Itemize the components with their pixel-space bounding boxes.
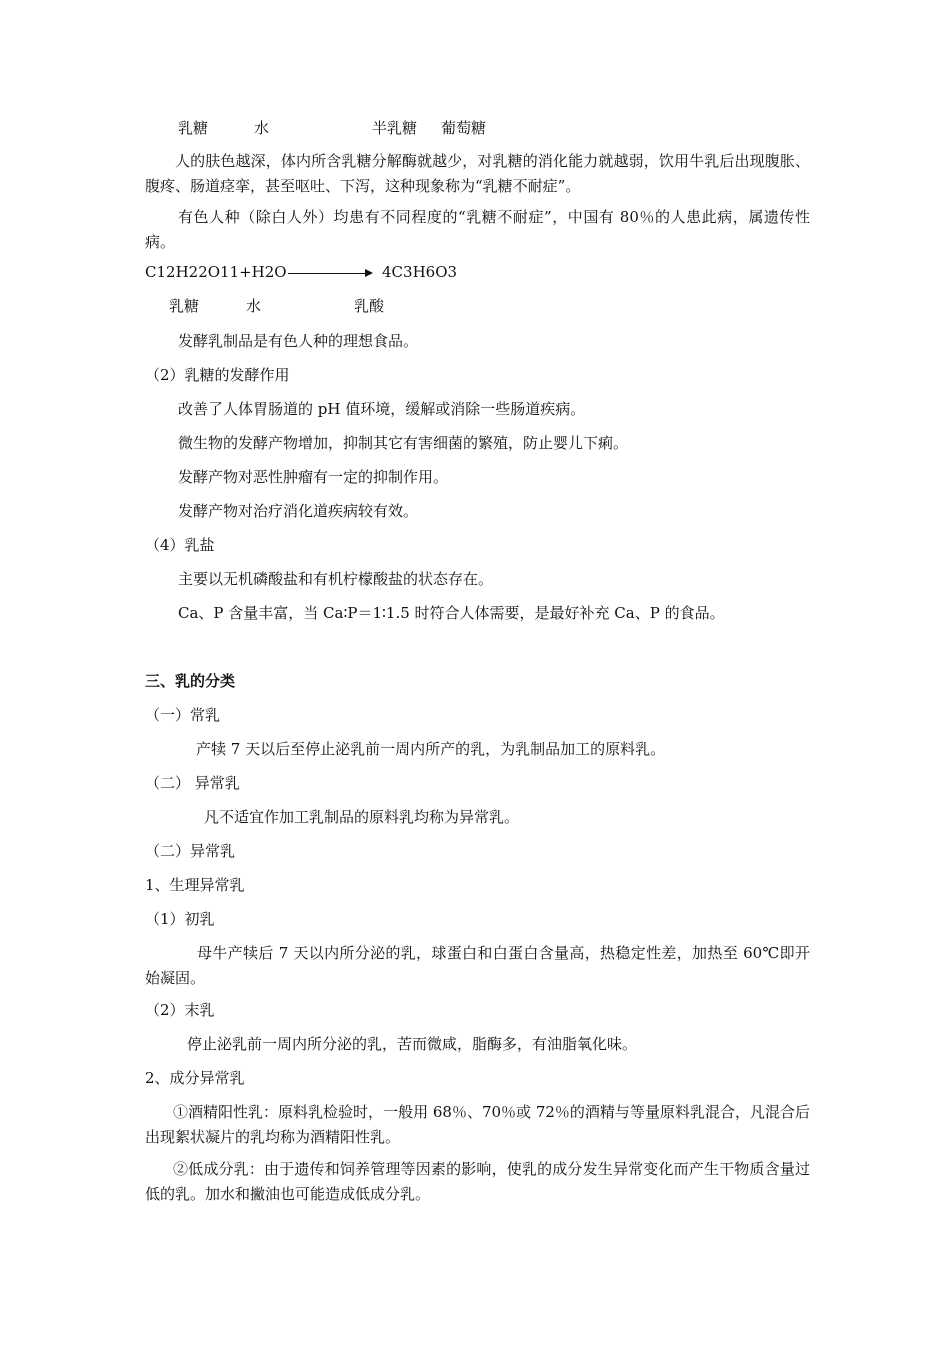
alcohol-positive-milk-description: ①酒精阳性乳：原料乳检验时，一般用 68％、70％或 72％的酒精与等量原料乳混合，凡混合后出现絮状凝片的乳均称为酒精阳性乳。: [145, 1103, 810, 1146]
paragraph-lactose-intolerance: 有色人种（除白人外）均患有不同程度的“乳糖不耐症”，中国有 80％的人患此病，属遗传性病。: [145, 208, 810, 251]
section-lactose-fermentation-title: （2）乳糖的发酵作用: [145, 366, 290, 384]
normal-milk-title: （一）常乳: [145, 706, 221, 724]
low-component-milk-description: ②低成分乳：由于遗传和饲养管理等因素的影响，使乳的成分发生异常变化而产生干物质含量过低的乳。加水和撇油也可能造成低成分乳。: [145, 1160, 810, 1203]
line-fermented-food: 发酵乳制品是有色人种的理想食品。: [178, 332, 419, 350]
section-milk-salt-title: （4）乳盐: [145, 536, 215, 554]
late-milk-description: 停止泌乳前一周内所分泌的乳，苦而微咸，脂酶多，有油脂氧化味。: [187, 1035, 638, 1053]
eq2-reactants: C12H22O11+H2O: [145, 263, 287, 281]
physiological-abnormal-title: 1、生理异常乳: [145, 876, 245, 894]
fermentation-item: 微生物的发酵产物增加，抑制其它有害细菌的繁殖，防止婴儿下痢。: [178, 434, 629, 452]
abnormal-milk-description: 凡不适宜作加工乳制品的原料乳均称为异常乳。: [204, 808, 520, 826]
eq2-lactic-acid-label: 乳酸: [354, 297, 385, 315]
milk-salt-item: 主要以无机磷酸盐和有机柠檬酸盐的状态存在。: [178, 570, 494, 588]
chapter-milk-classification-heading: 三、乳的分类: [145, 672, 236, 690]
eq1-glucose-label: 葡萄糖: [441, 119, 487, 137]
eq1-lactose-label: 乳糖: [178, 119, 209, 137]
composition-abnormal-title: 2、成分异常乳: [145, 1069, 245, 1087]
eq2-product: 4C3H6O3: [382, 263, 458, 281]
late-milk-title: （2）末乳: [145, 1001, 215, 1019]
colostrum-title: （1）初乳: [145, 910, 215, 928]
eq1-water-label: 水: [254, 119, 270, 137]
colostrum-description: 母牛产犊后 7 天以内所分泌的乳，球蛋白和白蛋白含量高，热稳定性差，加热至 60℃即开始凝固。: [145, 944, 810, 987]
normal-milk-description: 产犊 7 天以后至停止泌乳前一周内所产的乳，为乳制品加工的原料乳。: [196, 740, 666, 758]
reaction-arrow-icon: [288, 273, 371, 274]
fermentation-item: 改善了人体胃肠道的 pH 值环境，缓解或消除一些肠道疾病。: [178, 400, 586, 418]
fermentation-item: 发酵产物对治疗消化道疾病较有效。: [178, 502, 419, 520]
milk-salt-item: Ca、P 含量丰富，当 Ca∶P＝1∶1.5 时符合人体需要，是最好补充 Ca、P 的食品。: [178, 604, 725, 622]
eq1-galactose-label: 半乳糖: [372, 119, 418, 137]
eq2-lactose-label: 乳糖: [169, 297, 200, 315]
abnormal-milk-title: （二） 异常乳: [145, 774, 240, 792]
abnormal-milk-title-repeat: （二）异常乳: [145, 842, 236, 860]
eq2-water-label: 水: [246, 297, 262, 315]
paragraph-skin-color: 人的肤色越深，体内所含乳糖分解酶就越少，对乳糖的消化能力就越弱，饮用牛乳后出现腹胀、腹疼、肠道痉挛，甚至呕吐、下泻，这种现象称为“乳糖不耐症”。: [145, 152, 810, 195]
fermentation-item: 发酵产物对恶性肿瘤有一定的抑制作用。: [178, 468, 449, 486]
